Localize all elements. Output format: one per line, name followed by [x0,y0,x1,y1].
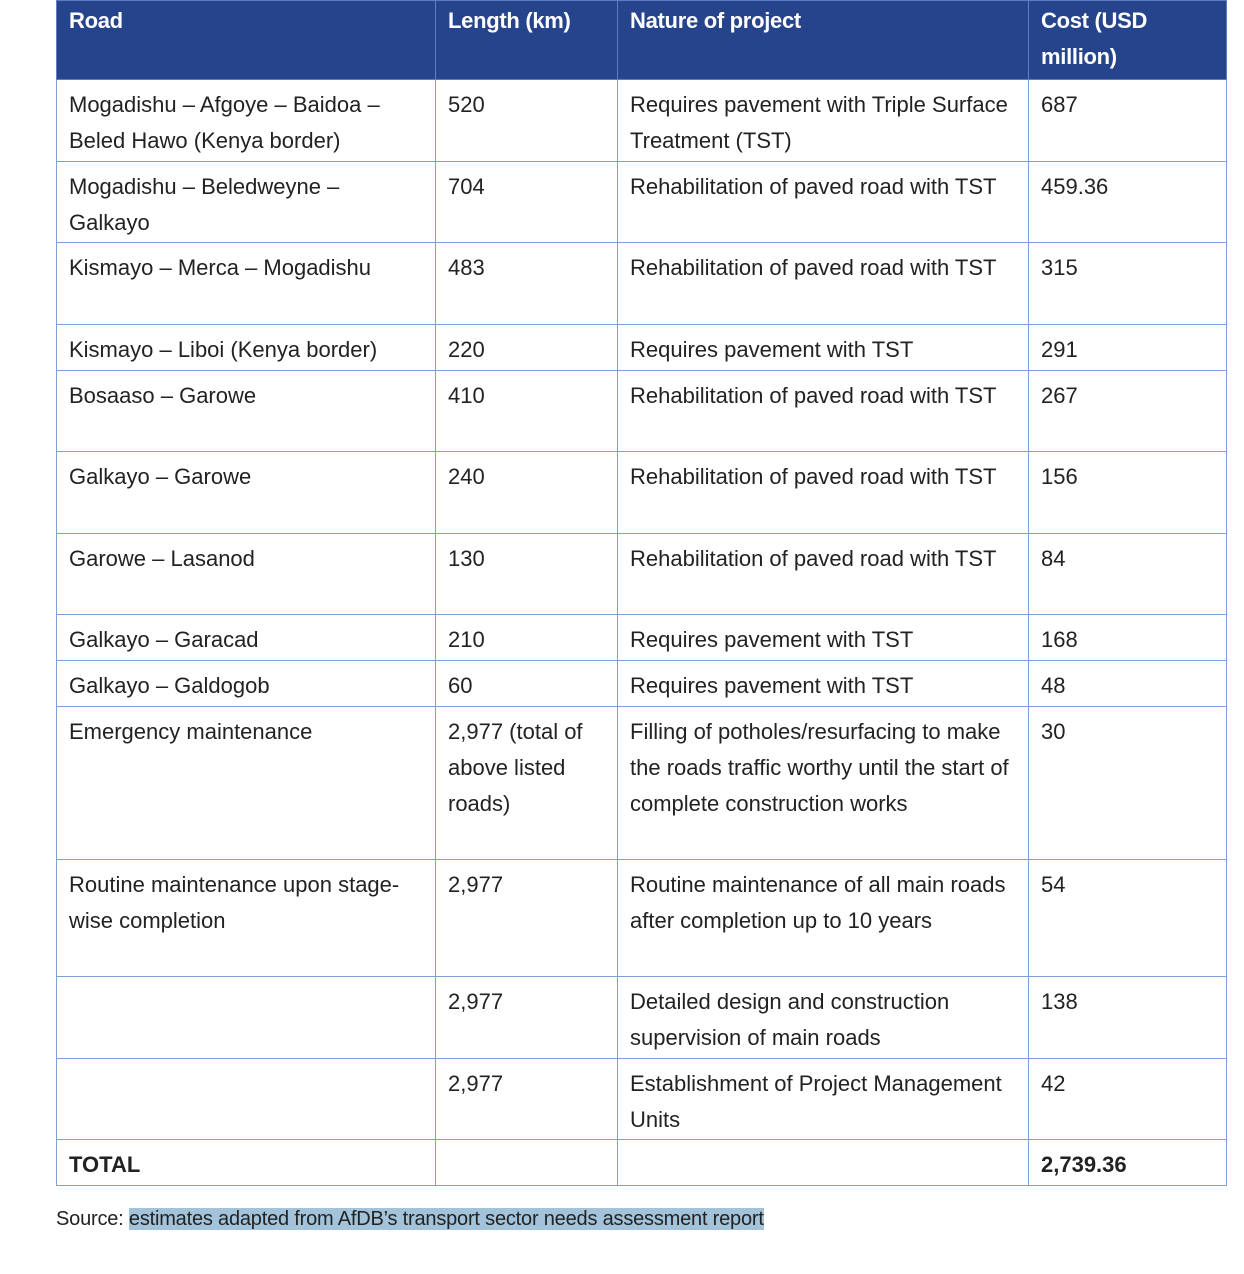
source-note [56,1208,764,1231]
cell-length: 2,977 (total of above listed roads) [436,707,618,860]
cell-road: Emergency maintenance [57,707,436,860]
table-row [57,162,1227,243]
cell-cost: 315 [1029,243,1227,325]
cell-length: 483 [436,243,618,325]
cell-nature: Requires pavement with TST [618,615,1029,661]
table-row [57,707,1227,860]
cell-cost: 459.36 [1029,162,1227,243]
cell-cost: 168 [1029,615,1227,661]
table-row [57,860,1227,977]
total-nature [618,1140,1029,1186]
cell-road: Kismayo – Merca – Mogadishu [57,243,436,325]
header-cost: Cost (USD million) [1029,1,1227,80]
source-text: estimates adapted from AfDB’s transport sector needs assessment report [128,1208,764,1230]
cell-road: Galkayo – Garacad [57,615,436,661]
cell-length: 210 [436,615,618,661]
cell-road [57,977,436,1059]
table-row [57,977,1227,1059]
cell-road: Kismayo – Liboi (Kenya border) [57,325,436,371]
total-length [436,1140,618,1186]
cell-nature: Rehabilitation of paved road with TST [618,452,1029,534]
cell-nature: Requires pavement with TST [618,661,1029,707]
total-label: TOTAL [57,1140,436,1186]
cell-road: Galkayo – Garowe [57,452,436,534]
table-row [57,534,1227,615]
header-length: Length (km) [436,1,618,80]
table-row [57,452,1227,534]
cell-road: Routine maintenance upon stage-wise completion [57,860,436,977]
cell-cost: 30 [1029,707,1227,860]
cell-length: 410 [436,371,618,452]
cell-nature: Detailed design and construction supervision of main roads [618,977,1029,1059]
cell-nature: Rehabilitation of paved road with TST [618,243,1029,325]
cell-road: Bosaaso – Garowe [57,371,436,452]
cell-length: 60 [436,661,618,707]
cell-length: 220 [436,325,618,371]
total-cost: 2,739.36 [1029,1140,1227,1186]
table-row [57,661,1227,707]
cell-cost: 138 [1029,977,1227,1059]
cell-nature: Rehabilitation of paved road with TST [618,371,1029,452]
cell-cost: 291 [1029,325,1227,371]
cell-length: 520 [436,80,618,162]
cell-nature: Filling of potholes/resurfacing to make the roads traffic worthy until the start of complete construction works [618,707,1029,860]
cell-nature: Requires pavement with Triple Surface Treatment (TST) [618,80,1029,162]
cell-length: 130 [436,534,618,615]
total-row [57,1140,1227,1186]
cell-cost: 54 [1029,860,1227,977]
cell-cost: 84 [1029,534,1227,615]
cell-nature: Establishment of Project Management Units [618,1059,1029,1140]
table-row [57,371,1227,452]
cell-road [57,1059,436,1140]
cell-cost: 48 [1029,661,1227,707]
table-row [57,243,1227,325]
table-row [57,615,1227,661]
cell-cost: 42 [1029,1059,1227,1140]
cell-length: 704 [436,162,618,243]
table-row [57,80,1227,162]
header-row [57,1,1227,80]
cell-road: Galkayo – Galdogob [57,661,436,707]
cell-cost: 267 [1029,371,1227,452]
cell-length: 2,977 [436,860,618,977]
cell-length: 2,977 [436,977,618,1059]
cell-cost: 687 [1029,80,1227,162]
cell-length: 240 [436,452,618,534]
source-label: Source: [56,1208,124,1230]
road-projects-table [56,0,1227,1186]
cell-nature: Routine maintenance of all main roads after completion up to 10 years [618,860,1029,977]
cell-road: Garowe – Lasanod [57,534,436,615]
cell-nature: Rehabilitation of paved road with TST [618,162,1029,243]
header-nature: Nature of project [618,1,1029,80]
cell-road: Mogadishu – Beledweyne – Galkayo [57,162,436,243]
cell-nature: Rehabilitation of paved road with TST [618,534,1029,615]
table-row [57,325,1227,371]
cell-length: 2,977 [436,1059,618,1140]
cell-nature: Requires pavement with TST [618,325,1029,371]
header-road: Road [57,1,436,80]
cell-cost: 156 [1029,452,1227,534]
table-row [57,1059,1227,1140]
cell-road: Mogadishu – Afgoye – Baidoa – Beled Hawo (Kenya border) [57,80,436,162]
